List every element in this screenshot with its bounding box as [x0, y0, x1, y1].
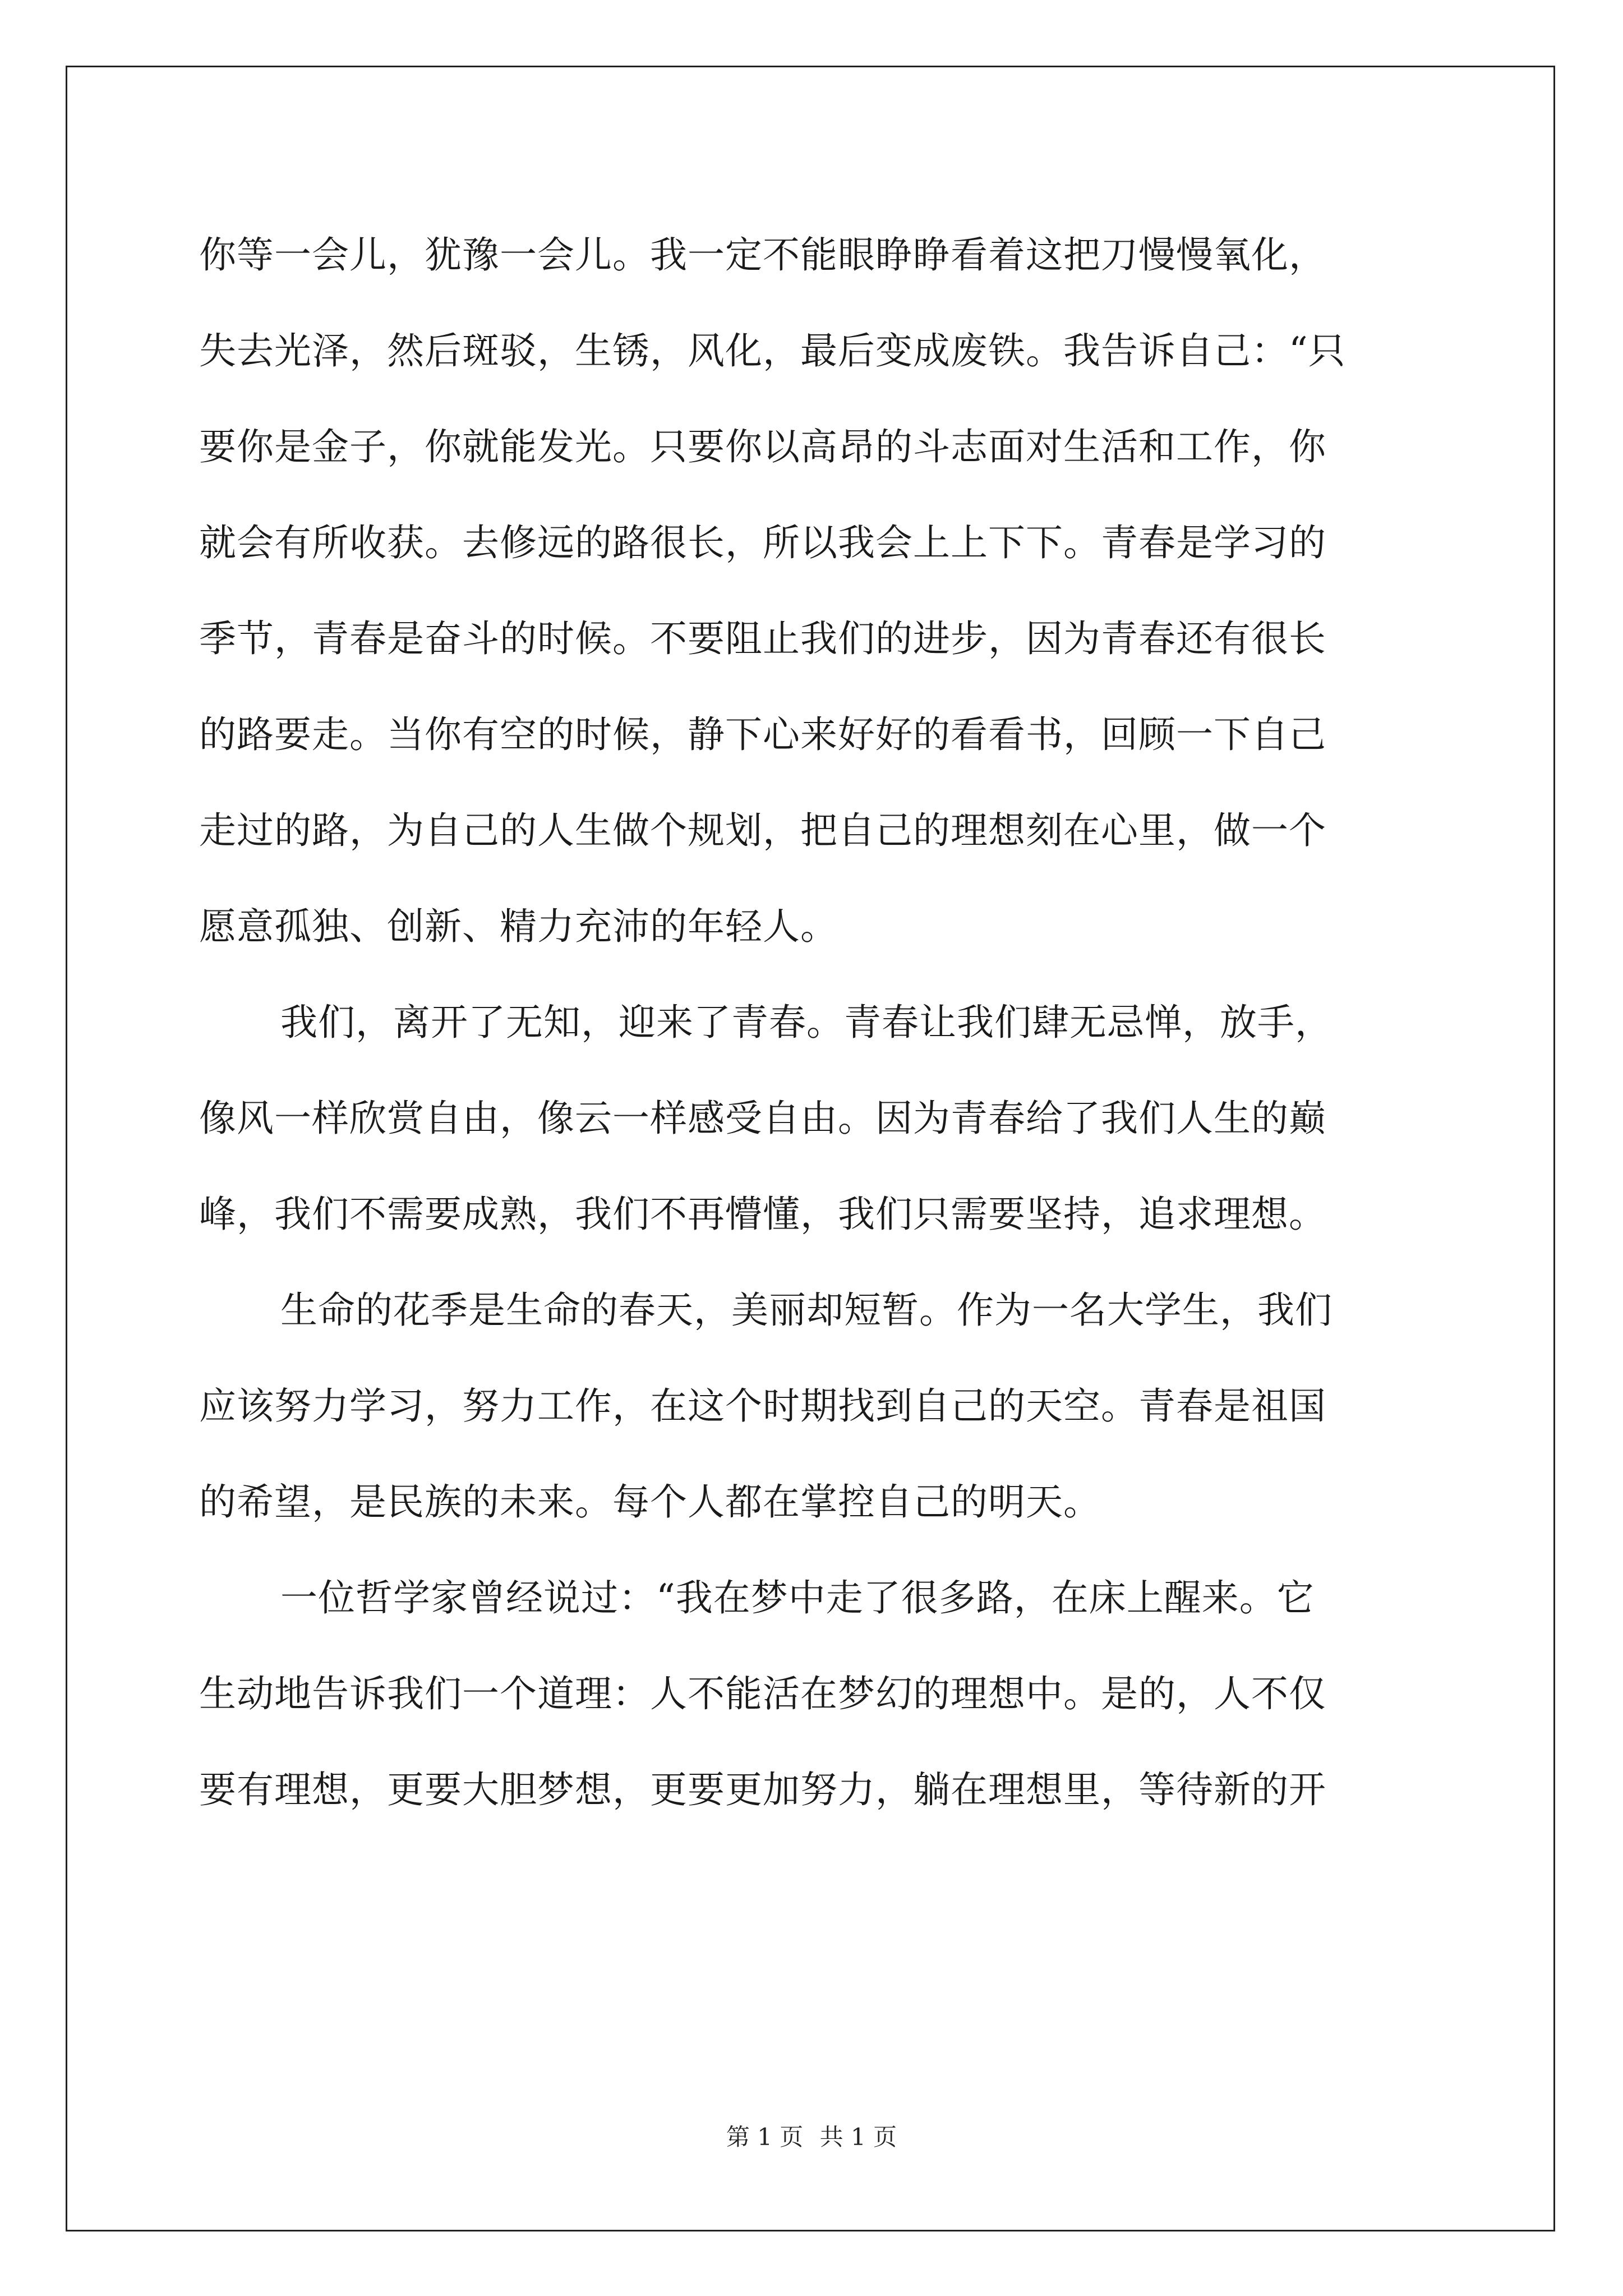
body-text-line: 要你是金子，你就能发光。只要你以高昂的斗志面对生活和工作，你 [199, 425, 1326, 468]
page-footer [0, 2120, 1623, 2154]
body-text-line: 的路要走。当你有空的时候，静下心来好好的看看书，回顾一下自己 [199, 713, 1326, 756]
body-text-line: 生动地告诉我们一个道理：人不能活在梦幻的理想中。是的，人不仅 [199, 1672, 1326, 1715]
body-text-line: 的希望，是民族的未来。每个人都在掌控自己的明天。 [199, 1480, 1101, 1524]
body-text-line: 季节，青春是奋斗的时候。不要阻止我们的进步，因为青春还有很长 [199, 617, 1326, 660]
paragraph-start-line: 一位哲学家曾经说过：“我在梦中走了很多路，在床上醒来。它 [280, 1576, 1315, 1619]
body-text-line: 你等一会儿，犹豫一会儿。我一定不能眼睁睁看着这把刀慢慢氧化， [199, 233, 1326, 277]
body-text-line: 要有理想，更要大胆梦想，更要更加努力，躺在理想里，等待新的开 [199, 1768, 1326, 1811]
body-text-line: 像风一样欣赏自由，像云一样感受自由。因为青春给了我们人生的巅 [199, 1097, 1326, 1140]
body-text-line: 就会有所收获。去修远的路很长，所以我会上上下下。青春是学习的 [199, 521, 1326, 564]
page-number: 第 1 页 [726, 2123, 804, 2151]
page-total: 共 1 页 [819, 2123, 897, 2151]
paragraph-start-line: 我们，离开了无知，迎来了青春。青春让我们肆无忌惮，放手， [280, 1001, 1332, 1044]
body-text-line: 愿意孤独、创新、精力充沛的年轻人。 [199, 905, 838, 948]
paragraph-start-line: 生命的花季是生命的春天，美丽却短暂。作为一名大学生，我们 [280, 1289, 1332, 1332]
body-text-line: 失去光泽，然后斑驳，生锈，风化，最后变成废铁。我告诉自己：“只 [199, 329, 1346, 372]
body-text-line: 走过的路，为自己的人生做个规划，把自己的理想刻在心里，做一个 [199, 809, 1326, 852]
body-text-line: 峰，我们不需要成熟，我们不再懵懂，我们只需要坚持，追求理想。 [199, 1193, 1326, 1236]
body-text-line: 应该努力学习，努力工作，在这个时期找到自己的天空。青春是祖国 [199, 1384, 1326, 1428]
